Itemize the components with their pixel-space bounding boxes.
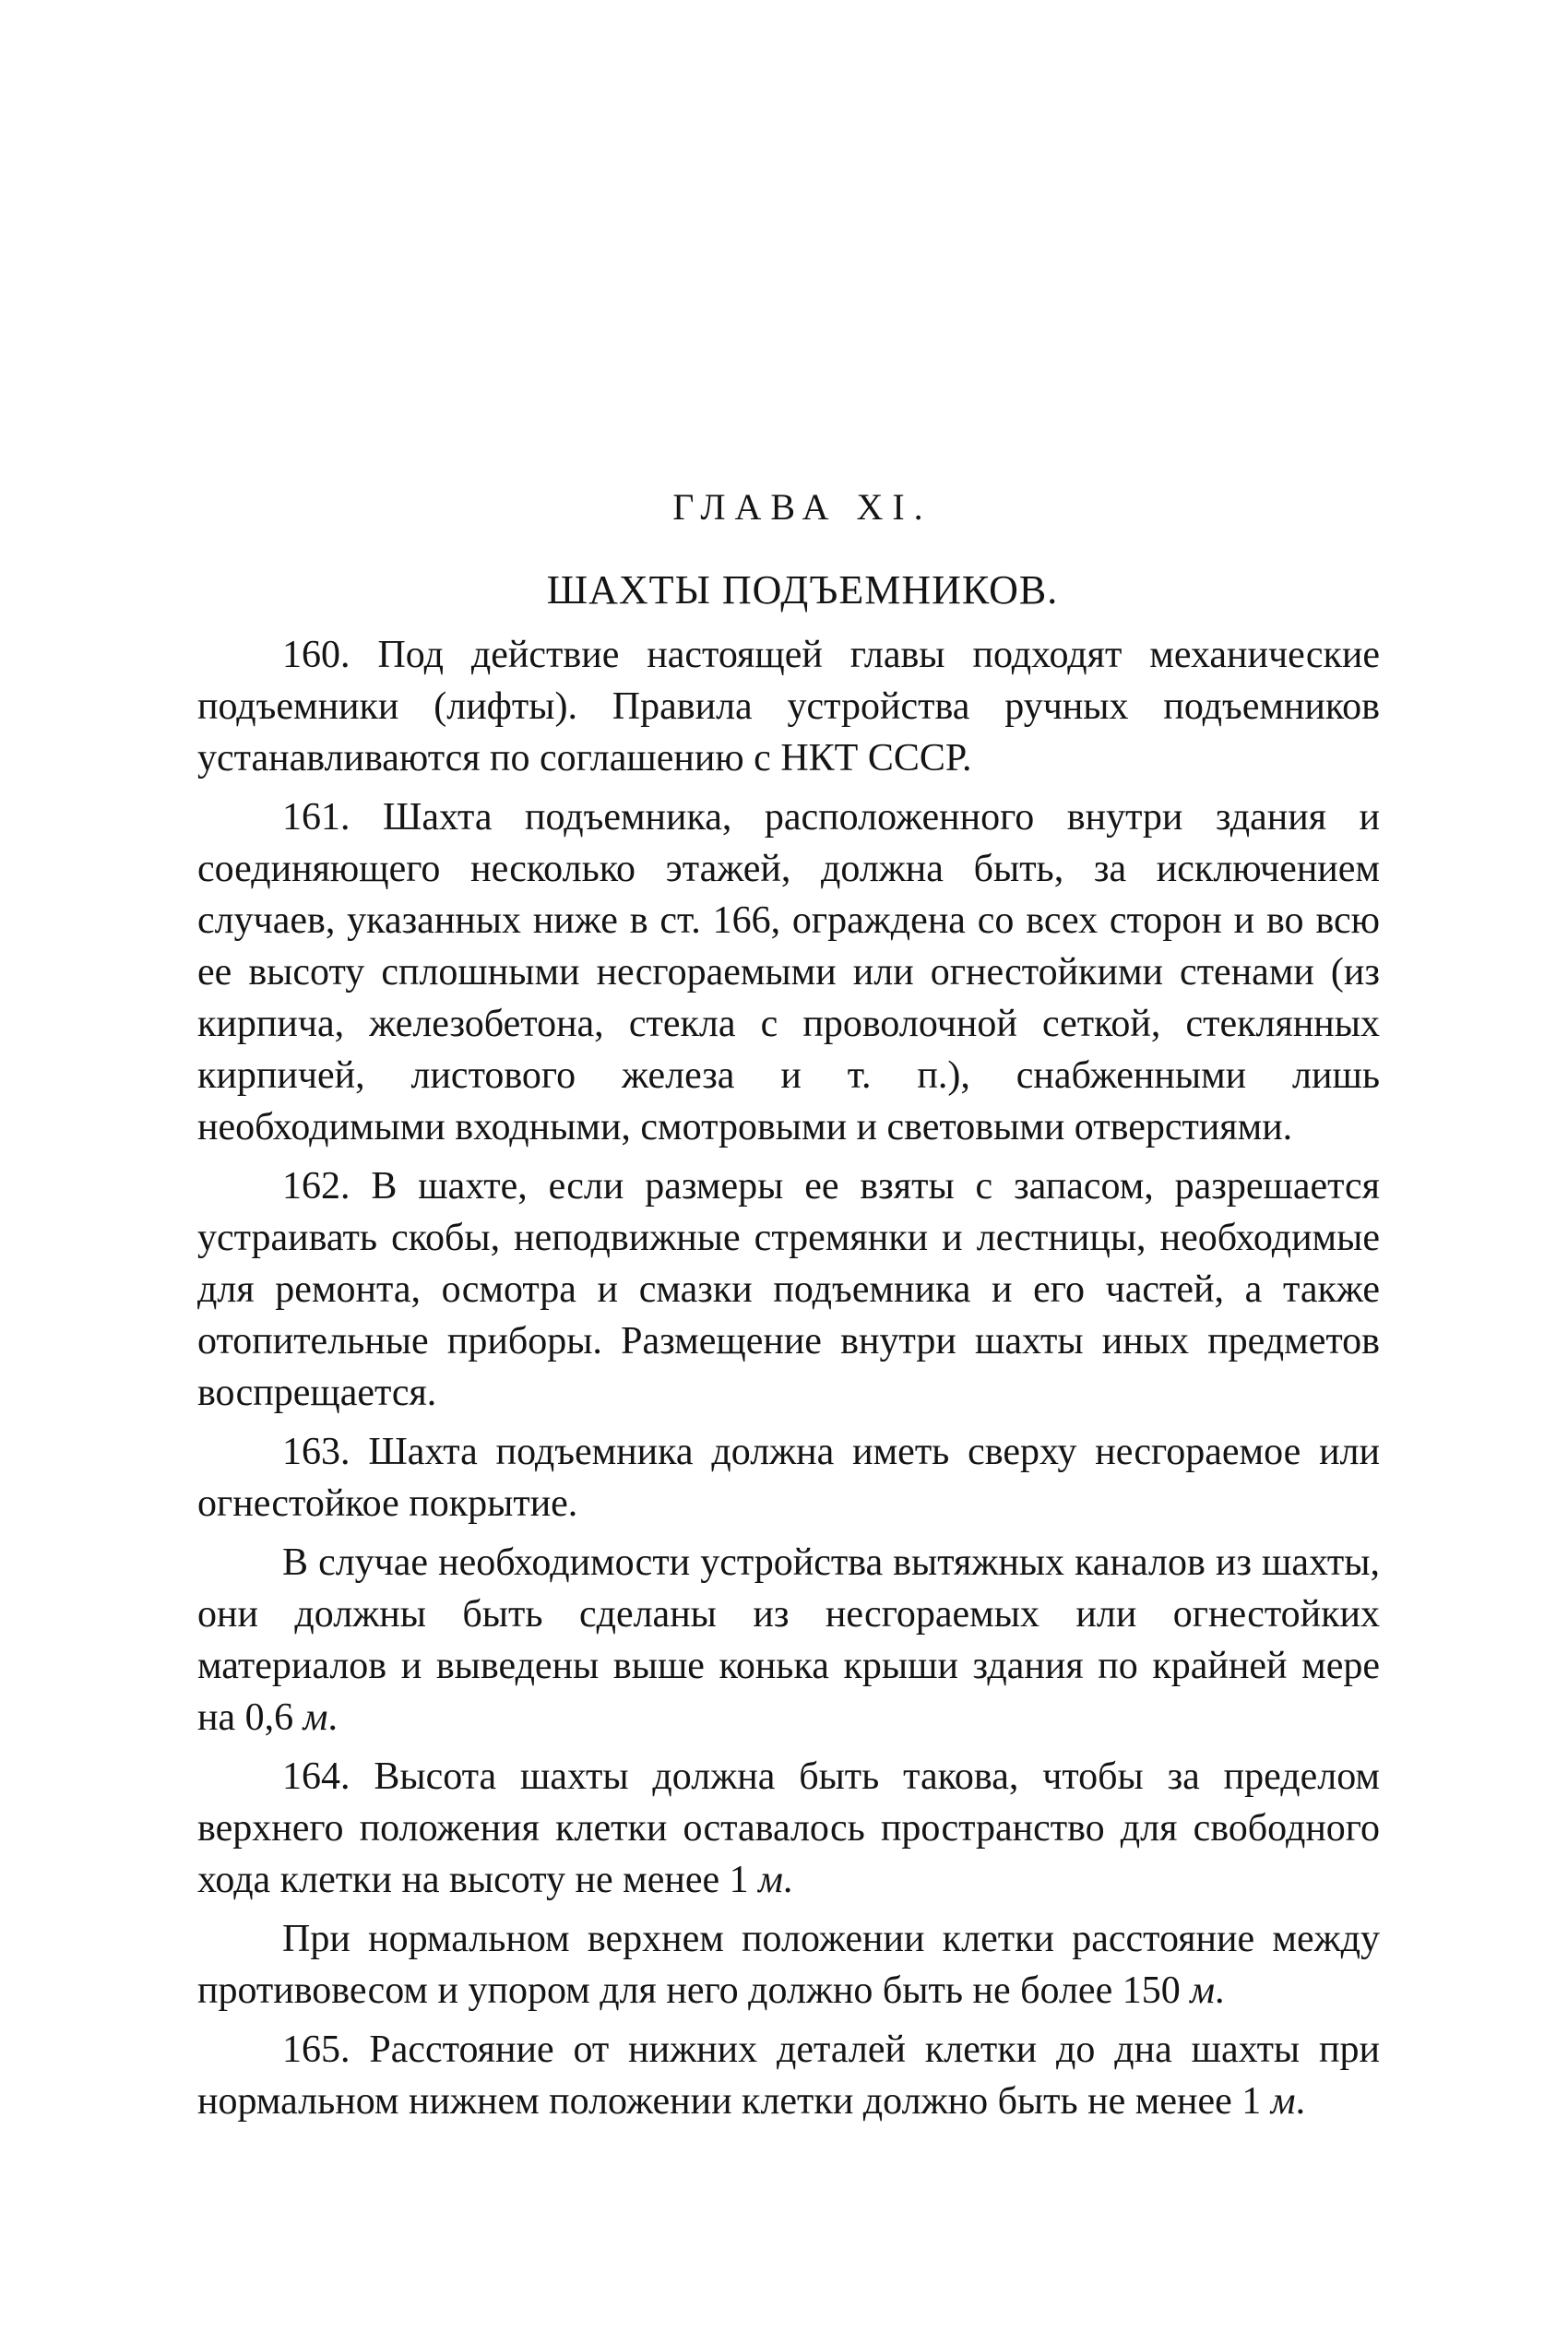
paragraph-161 xyxy=(197,791,1380,1153)
chapter-label: ГЛАВА XI. xyxy=(672,486,932,528)
body-text xyxy=(197,629,1380,2135)
paragraph-text: 161. Шахта подъемника, расположенного внутри здания и соединяющего несколько этажей, должна быть, за исключением случаев, указанных ниже в ст. 166, ограждена со всех сторон и во всю ее высоту сплошными несгораемыми или огнестойкими стенами (из кирпича, железобетона, стекла с проволочной сеткой, стеклянных кирпичей, листового железа и т. п.), снабженными лишь необходимыми входными, смотровыми и световыми отверстиями. xyxy=(197,796,1380,1148)
unit-label: м xyxy=(1270,2080,1296,2123)
paragraph-tail: . xyxy=(1215,1969,1225,2012)
paragraph-165 xyxy=(197,2024,1380,2127)
paragraph-tail: . xyxy=(782,1859,793,1901)
paragraph-text: 160. Под действие настоящей главы подходят механические подъемники (лифты). Правила устройства ручных подъемников устанавливаются по соглашению с НКТ СССР. xyxy=(197,634,1380,779)
paragraph-164-counterweight xyxy=(197,1913,1380,2017)
paragraph-160 xyxy=(197,629,1380,784)
paragraph-163-ventilation xyxy=(197,1537,1380,1743)
unit-label: м xyxy=(303,1696,328,1739)
paragraph-text: 164. Высота шахты должна быть такова, чтобы за пределом верхнего положения клетки оставалось пространство для свободного хода клетки на высоту не менее 1 xyxy=(197,1755,1380,1901)
paragraph-162 xyxy=(197,1160,1380,1419)
paragraph-text: 163. Шахта подъемника должна иметь сверху несгораемое или огнестойкое покрытие. xyxy=(197,1431,1380,1525)
paragraph-text: 162. В шахте, если размеры ее взяты с запасом, разрешается устраивать скобы, неподвижные стремянки и лестницы, необходимые для ремонта, осмотра и смазки подъемника и его частей, а также отопительные приборы. Размещение внутри шахты иных предметов воспрещается. xyxy=(197,1165,1380,1414)
paragraph-text: 165. Расстояние от нижних деталей клетки до дна шахты при нормальном нижнем положении клетки должно быть не менее 1 xyxy=(197,2029,1380,2123)
unit-label: м xyxy=(758,1859,783,1901)
paragraph-text: В случае необходимости устройства вытяжных каналов из шахты, они должны быть сделаны из несгораемых или огнестойких материалов и выведены выше конька крыши здания по крайней мере на 0,6 xyxy=(197,1541,1380,1739)
paragraph-164 xyxy=(197,1751,1380,1906)
paragraph-tail: . xyxy=(327,1696,338,1739)
paragraph-text: При нормальном верхнем положении клетки расстояние между противовесом и упором для него должно быть не более 150 xyxy=(197,1918,1380,2012)
unit-label: м xyxy=(1190,1969,1216,2012)
paragraph-tail: . xyxy=(1295,2080,1306,2123)
chapter-title: ШАХТЫ ПОДЪЕМНИКОВ. xyxy=(546,567,1059,613)
paragraph-163 xyxy=(197,1426,1380,1529)
